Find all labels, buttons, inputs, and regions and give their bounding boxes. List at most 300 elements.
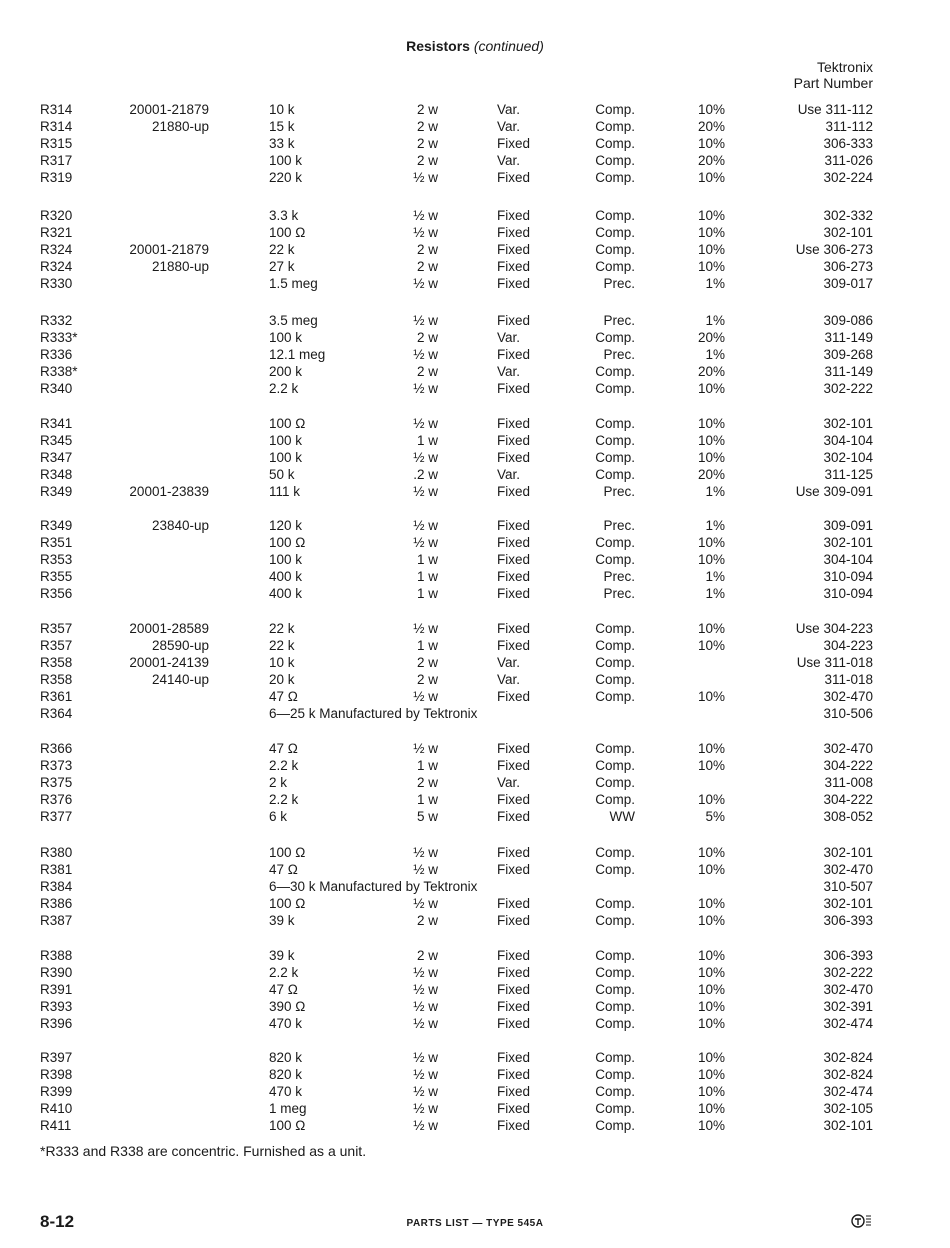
ref-cell: R348 [40, 467, 73, 482]
type-cell: Fixed [497, 208, 531, 223]
type-cell: Var. [497, 775, 521, 790]
tolerance-cell: 10% [697, 758, 725, 773]
table-row [0, 791, 950, 808]
table-row [0, 757, 950, 774]
value-cell: 100 k [269, 153, 303, 168]
serial-cell: 24140-up [151, 672, 209, 687]
type-cell: Var. [497, 153, 521, 168]
value-cell: 111 k [269, 484, 301, 499]
value-cell: 39 k [269, 913, 295, 928]
wattage-cell: ½ w [413, 416, 438, 431]
table-row [0, 740, 950, 757]
ref-cell: R364 [40, 706, 73, 721]
type-cell: Fixed [497, 638, 531, 653]
ref-cell: R338* [40, 364, 78, 379]
ref-cell: R315 [40, 136, 73, 151]
value-cell: 2.2 k [269, 381, 299, 396]
material-cell: Comp. [595, 467, 635, 482]
tolerance-cell: 20% [697, 119, 725, 134]
material-cell: Comp. [595, 535, 635, 550]
table-row [0, 981, 950, 998]
material-cell: Comp. [595, 381, 635, 396]
part-number-cell: 304-222 [823, 758, 873, 773]
table-row [0, 380, 950, 397]
table-row [0, 808, 950, 825]
table-row [0, 998, 950, 1015]
tolerance-cell: 1% [705, 347, 725, 362]
ref-cell: R320 [40, 208, 73, 223]
table-row [0, 568, 950, 585]
type-cell: Fixed [497, 225, 531, 240]
serial-cell: 21880-up [151, 259, 209, 274]
value-cell: 470 k [269, 1016, 303, 1031]
type-cell: Fixed [497, 809, 531, 824]
tolerance-cell: 10% [697, 259, 725, 274]
table-row [0, 654, 950, 671]
tolerance-cell: 10% [697, 689, 725, 704]
ref-cell: R377 [40, 809, 73, 824]
material-cell: Comp. [595, 621, 635, 636]
table-row [0, 363, 950, 380]
table-row [0, 312, 950, 329]
ref-cell: R384 [40, 879, 73, 894]
value-cell: 820 k [269, 1050, 303, 1065]
serial-cell: 28590-up [151, 638, 209, 653]
wattage-cell: ½ w [413, 1118, 438, 1133]
value-cell: 50 k [269, 467, 295, 482]
wattage-cell: 2 w [416, 259, 438, 274]
table-row [0, 844, 950, 861]
column-header-line2: Part Number [793, 75, 873, 91]
material-cell: Comp. [595, 433, 635, 448]
value-cell: 22 k [269, 621, 295, 636]
ref-cell: R324 [40, 259, 73, 274]
table-row [0, 329, 950, 346]
wattage-cell: 1 w [416, 586, 438, 601]
tolerance-cell: 10% [697, 170, 725, 185]
table-row [0, 620, 950, 637]
table-row [0, 1049, 950, 1066]
tolerance-cell: 10% [697, 845, 725, 860]
wattage-cell: 2 w [416, 655, 438, 670]
type-cell: Fixed [497, 242, 531, 257]
part-number-cell: 310-094 [823, 586, 873, 601]
tolerance-cell: 10% [697, 433, 725, 448]
type-cell: Fixed [497, 965, 531, 980]
table-row [0, 1083, 950, 1100]
part-number-cell: 311-112 [825, 119, 873, 134]
ref-cell: R336 [40, 347, 73, 362]
table-row [0, 207, 950, 224]
material-cell: Comp. [595, 913, 635, 928]
table-row [0, 534, 950, 551]
table-row [0, 169, 950, 186]
wattage-cell: 5 w [416, 809, 438, 824]
material-cell: Comp. [595, 364, 635, 379]
part-number-cell: 306-393 [823, 913, 873, 928]
value-cell: 2.2 k [269, 965, 299, 980]
material-cell: Comp. [595, 1084, 635, 1099]
table-row [0, 483, 950, 500]
ref-cell: R391 [40, 982, 73, 997]
wattage-cell: 2 w [416, 364, 438, 379]
type-cell: Fixed [497, 1016, 531, 1031]
part-number-cell: 302-470 [823, 982, 873, 997]
type-cell: Fixed [497, 689, 531, 704]
value-cell: 100 Ω [269, 416, 306, 431]
part-number-cell: 302-824 [823, 1067, 873, 1082]
material-cell: Comp. [595, 775, 635, 790]
part-number-cell: 309-017 [823, 276, 873, 291]
table-row [0, 774, 950, 791]
tolerance-cell: 1% [705, 484, 725, 499]
wattage-cell: 2 w [416, 330, 438, 345]
tolerance-cell: 1% [705, 569, 725, 584]
table-row [0, 688, 950, 705]
part-number-cell: 302-101 [823, 225, 873, 240]
part-number-cell: 302-470 [823, 862, 873, 877]
part-number-cell: Use 306-273 [795, 242, 873, 257]
wattage-cell: 2 w [416, 102, 438, 117]
tolerance-cell: 10% [697, 965, 725, 980]
value-cell: 1 meg [269, 1101, 307, 1116]
type-cell: Var. [497, 467, 521, 482]
tolerance-cell: 10% [697, 948, 725, 963]
tolerance-cell: 1% [705, 313, 725, 328]
type-cell: Var. [497, 119, 521, 134]
part-number-cell: 302-222 [823, 965, 873, 980]
type-cell: Fixed [497, 1118, 531, 1133]
material-cell: Comp. [595, 119, 635, 134]
ref-cell: R317 [40, 153, 73, 168]
wattage-cell: ½ w [413, 313, 438, 328]
footnote: *R333 and R338 are concentric. Furnished as a unit. [40, 1143, 367, 1159]
ref-cell: R351 [40, 535, 73, 550]
part-number-cell: 304-223 [823, 638, 873, 653]
material-cell: Comp. [595, 259, 635, 274]
ref-cell: R341 [40, 416, 73, 431]
tolerance-cell: 20% [697, 153, 725, 168]
value-cell: 2.2 k [269, 792, 299, 807]
material-cell: Prec. [603, 569, 635, 584]
part-number-cell: 302-101 [823, 416, 873, 431]
table-row [0, 637, 950, 654]
table-row [0, 1066, 950, 1083]
part-number-cell: Use 304-223 [795, 621, 873, 636]
wattage-cell: ½ w [413, 225, 438, 240]
material-cell: Comp. [595, 225, 635, 240]
material-cell: Comp. [595, 638, 635, 653]
type-cell: Fixed [497, 170, 531, 185]
type-cell: Fixed [497, 276, 531, 291]
wattage-cell: ½ w [413, 208, 438, 223]
wattage-cell: ½ w [413, 535, 438, 550]
wattage-cell: ½ w [413, 982, 438, 997]
material-cell: Prec. [603, 518, 635, 533]
material-cell: Comp. [595, 450, 635, 465]
ref-cell: R345 [40, 433, 73, 448]
value-cell: 400 k [269, 569, 303, 584]
value-cell: 100 Ω [269, 225, 306, 240]
type-cell: Fixed [497, 433, 531, 448]
serial-cell: 23840-up [151, 518, 209, 533]
ref-cell: R361 [40, 689, 73, 704]
part-number-cell: 311-149 [824, 330, 873, 345]
ref-cell: R366 [40, 741, 73, 756]
wattage-cell: ½ w [413, 276, 438, 291]
type-cell: Fixed [497, 982, 531, 997]
type-cell: Fixed [497, 621, 531, 636]
tolerance-cell: 10% [697, 999, 725, 1014]
serial-cell: 20001-28589 [129, 621, 209, 636]
table-row [0, 449, 950, 466]
ref-cell: R387 [40, 913, 73, 928]
value-cell: 22 k [269, 638, 295, 653]
type-cell: Fixed [497, 913, 531, 928]
part-number-cell: 306-273 [823, 259, 873, 274]
value-cell: 3.3 k [269, 208, 299, 223]
value-cell: 100 k [269, 552, 303, 567]
material-cell: Comp. [595, 102, 635, 117]
wattage-cell: ½ w [413, 450, 438, 465]
ref-cell: R410 [40, 1101, 73, 1116]
value-cell: 100 k [269, 330, 303, 345]
tektronix-logo-icon [851, 1213, 873, 1229]
wattage-cell: ½ w [413, 862, 438, 877]
table-row [0, 947, 950, 964]
part-number-cell: 311-018 [824, 672, 873, 687]
serial-cell: 20001-23839 [129, 484, 209, 499]
value-cell: 47 Ω [269, 689, 298, 704]
ref-cell: R396 [40, 1016, 73, 1031]
material-cell: Comp. [595, 330, 635, 345]
table-row [0, 224, 950, 241]
ref-cell: R399 [40, 1084, 73, 1099]
wattage-cell: 1 w [416, 792, 438, 807]
wattage-cell: ½ w [413, 965, 438, 980]
material-cell: Prec. [603, 484, 635, 499]
material-cell: Prec. [603, 347, 635, 362]
ref-cell: R373 [40, 758, 73, 773]
material-cell: Comp. [595, 153, 635, 168]
wattage-cell: ½ w [413, 1067, 438, 1082]
part-number-cell: 309-091 [823, 518, 873, 533]
ref-cell: R375 [40, 775, 73, 790]
tolerance-cell: 20% [697, 467, 725, 482]
part-number-cell: 306-393 [823, 948, 873, 963]
type-cell: Var. [497, 330, 521, 345]
value-cell: 47 Ω [269, 862, 298, 877]
wattage-cell: 2 w [416, 913, 438, 928]
part-number-cell: 311-026 [824, 153, 873, 168]
table-row [0, 415, 950, 432]
wattage-cell: 2 w [416, 242, 438, 257]
table-row [0, 912, 950, 929]
table-row [0, 101, 950, 118]
type-cell: Fixed [497, 347, 531, 362]
title-main: Resistors [406, 38, 470, 54]
part-number-cell: Use 311-018 [796, 655, 873, 670]
part-number-cell: 308-052 [823, 809, 873, 824]
material-cell: Comp. [595, 982, 635, 997]
ref-cell: R357 [40, 638, 73, 653]
material-cell: Comp. [595, 1050, 635, 1065]
type-cell: Fixed [497, 792, 531, 807]
tolerance-cell: 20% [697, 364, 725, 379]
material-cell: Comp. [595, 170, 635, 185]
value-cell: 400 k [269, 586, 303, 601]
wattage-cell: 1 w [416, 552, 438, 567]
tolerance-cell: 10% [697, 242, 725, 257]
material-cell: Comp. [595, 1067, 635, 1082]
type-cell: Var. [497, 672, 521, 687]
tolerance-cell: 10% [697, 792, 725, 807]
material-cell: Prec. [603, 276, 635, 291]
material-cell: Comp. [595, 862, 635, 877]
type-cell: Fixed [497, 535, 531, 550]
part-number-cell: 302-104 [823, 450, 873, 465]
part-number-cell: Use 311-112 [797, 102, 873, 117]
ref-cell: R356 [40, 586, 73, 601]
tolerance-cell: 20% [697, 330, 725, 345]
tolerance-cell: 10% [697, 136, 725, 151]
part-number-cell: 302-391 [823, 999, 873, 1014]
tolerance-cell: 10% [697, 1050, 725, 1065]
ref-cell: R314 [40, 102, 73, 117]
table-row [0, 275, 950, 292]
table-row [0, 466, 950, 483]
part-number-cell: 302-101 [823, 845, 873, 860]
wattage-cell: ½ w [413, 518, 438, 533]
part-number-cell: 302-224 [823, 170, 873, 185]
type-cell: Fixed [497, 741, 531, 756]
tolerance-cell: 10% [697, 862, 725, 877]
part-number-cell: 302-474 [823, 1084, 873, 1099]
value-cell: 47 Ω [269, 741, 298, 756]
tolerance-cell: 10% [697, 982, 725, 997]
serial-cell: 20001-21879 [129, 242, 209, 257]
material-cell: Prec. [603, 586, 635, 601]
ref-cell: R349 [40, 518, 73, 533]
value-cell: 120 k [269, 518, 303, 533]
type-cell: Fixed [497, 569, 531, 584]
wattage-cell: ½ w [413, 1050, 438, 1065]
material-cell: Comp. [595, 792, 635, 807]
material-cell: Comp. [595, 655, 635, 670]
table-row [0, 671, 950, 688]
table-row [0, 1117, 950, 1134]
wattage-cell: 1 w [416, 638, 438, 653]
ref-cell: R393 [40, 999, 73, 1014]
value-cell: 15 k [269, 119, 295, 134]
material-cell: Comp. [595, 1118, 635, 1133]
part-number-cell: 302-101 [823, 896, 873, 911]
part-number-cell: 304-104 [823, 552, 873, 567]
part-number-cell: 311-008 [824, 775, 873, 790]
wattage-cell: ½ w [413, 999, 438, 1014]
tolerance-cell: 10% [697, 416, 725, 431]
material-cell: Comp. [595, 208, 635, 223]
value-cell: 200 k [269, 364, 303, 379]
ref-cell: R333* [40, 330, 78, 345]
part-number-cell: 302-824 [823, 1050, 873, 1065]
tolerance-cell: 10% [697, 638, 725, 653]
type-cell: Fixed [497, 1101, 531, 1116]
material-cell: Comp. [595, 672, 635, 687]
serial-cell: 20001-24139 [129, 655, 209, 670]
tolerance-cell: 10% [697, 1067, 725, 1082]
part-number-cell: 304-222 [823, 792, 873, 807]
ref-cell: R349 [40, 484, 73, 499]
wattage-cell: 1 w [416, 569, 438, 584]
part-number-cell: 310-506 [823, 706, 873, 721]
wattage-cell: ½ w [413, 741, 438, 756]
wattage-cell: .2 w [413, 467, 438, 482]
material-cell: Comp. [595, 741, 635, 756]
value-cell: 100 k [269, 433, 303, 448]
table-row [0, 135, 950, 152]
value-cell: 39 k [269, 948, 295, 963]
ref-cell: R411 [40, 1118, 72, 1133]
type-cell: Fixed [497, 518, 531, 533]
type-cell: Fixed [497, 484, 531, 499]
wattage-cell: ½ w [413, 1101, 438, 1116]
wattage-cell: 2 w [416, 948, 438, 963]
value-cell: 12.1 meg [269, 347, 326, 362]
wattage-cell: ½ w [413, 621, 438, 636]
ref-cell: R358 [40, 672, 73, 687]
type-cell: Var. [497, 655, 521, 670]
note-cell: 6—25 k Manufactured by Tektronix [269, 706, 478, 721]
type-cell: Fixed [497, 586, 531, 601]
value-cell: 820 k [269, 1067, 303, 1082]
wattage-cell: 2 w [416, 153, 438, 168]
material-cell: Comp. [595, 999, 635, 1014]
tolerance-cell: 10% [697, 208, 725, 223]
type-cell: Fixed [497, 259, 531, 274]
tolerance-cell: 5% [705, 809, 725, 824]
table-row [0, 861, 950, 878]
part-number-cell: 310-094 [823, 569, 873, 584]
value-cell: 220 k [269, 170, 303, 185]
title-suffix: (continued) [473, 38, 544, 54]
note-cell: 6—30 k Manufactured by Tektronix [269, 879, 478, 894]
type-cell: Fixed [497, 999, 531, 1014]
type-cell: Fixed [497, 948, 531, 963]
type-cell: Fixed [497, 1067, 531, 1082]
ref-cell: R353 [40, 552, 73, 567]
type-cell: Var. [497, 364, 521, 379]
page-number: 8-12 [40, 1212, 75, 1231]
ref-cell: R390 [40, 965, 73, 980]
wattage-cell: ½ w [413, 347, 438, 362]
material-cell: Comp. [595, 1101, 635, 1116]
value-cell: 100 Ω [269, 535, 306, 550]
table-row [0, 878, 950, 895]
value-cell: 33 k [269, 136, 295, 151]
type-cell: Fixed [497, 1050, 531, 1065]
table-row [0, 705, 950, 722]
value-cell: 6 k [269, 809, 288, 824]
material-cell: Comp. [595, 948, 635, 963]
value-cell: 470 k [269, 1084, 303, 1099]
material-cell: Comp. [595, 758, 635, 773]
type-cell: Fixed [497, 136, 531, 151]
value-cell: 2 k [269, 775, 288, 790]
material-cell: Comp. [595, 689, 635, 704]
ref-cell: R314 [40, 119, 73, 134]
tolerance-cell: 10% [697, 102, 725, 117]
